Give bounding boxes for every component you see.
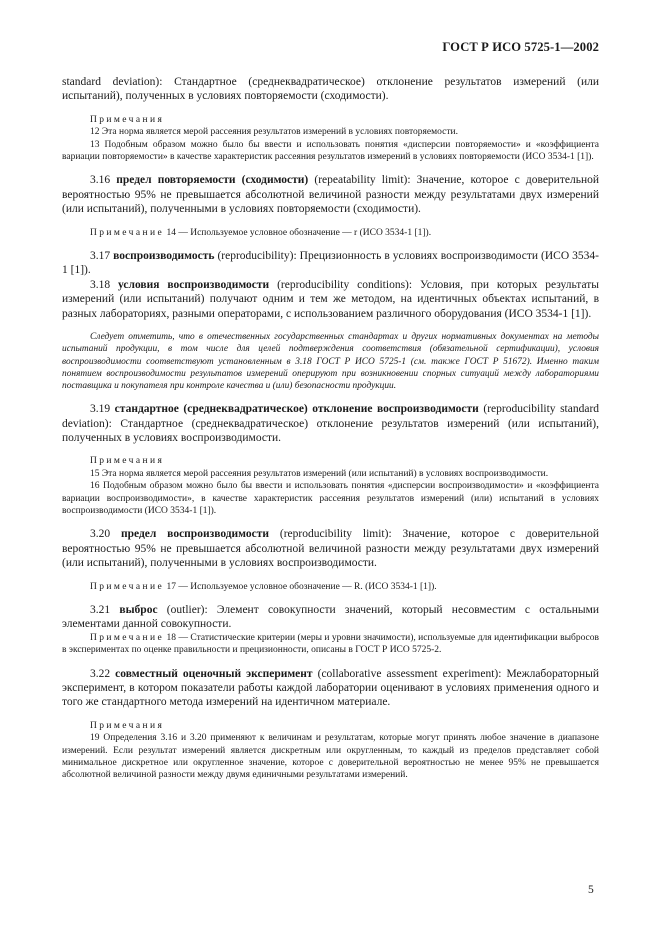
notes-block-2 xyxy=(62,455,599,517)
document-header: ГОСТ Р ИСО 5725-1—2002 xyxy=(442,40,599,54)
term: совместный оценочный эксперимент xyxy=(115,667,313,680)
definition: (reproducibility conditions): Условия, при которых результаты измерений (или испытаний) получают одним и тем же методом, на идентичных объектах испытаний, в разных лабораториях, разными операторами, с использованием различного оборудования (ИСО 3534-1 [1]). xyxy=(62,278,600,320)
term: предел повторяемости (сходимости) xyxy=(116,174,309,187)
note-label: Примечание xyxy=(90,227,165,238)
section-3-17 xyxy=(62,249,599,278)
section-number: 3.17 xyxy=(90,250,111,263)
section-number: 3.18 xyxy=(90,278,111,291)
section-number: 3.16 xyxy=(90,174,111,187)
note-17 xyxy=(62,581,599,593)
definition: (reproducibility): Прецизионность в условиях воспроизводимости (ИСО 3534-1 [1]). xyxy=(62,250,600,277)
section-3-21 xyxy=(62,603,599,632)
note-19: 19 Определения 3.16 и 3.20 применяют к величинам и результатам, которые могут принять любое значение в диапазоне измерений. Если результат измерений является дискретным или округленным, то каждый из пределов представляет собой минимальное дискретное или округленное значение, которое с доверительной вероятностью не менее 95% не превышается абсолютной величиной разности между двумя единичными результатами измерений. xyxy=(62,733,599,781)
notes-block-3 xyxy=(62,720,599,782)
section-number: 3.20 xyxy=(90,528,111,541)
term: предел воспроизводимости xyxy=(120,528,269,541)
notes-title: Примечания xyxy=(90,456,165,467)
notes-block-1 xyxy=(62,114,599,164)
term: стандартное (среднеквадратическое) отклонение воспроизводимости xyxy=(114,403,479,416)
notes-title: Примечания xyxy=(90,720,165,731)
term: воспроизводимость xyxy=(113,250,215,263)
definition: (reproducibility limit): Значение, которое с доверительной вероятностью 95% не превышается абсолютной величиной разности между результатами двух измерений (или испытаний), полученными в условиях воспроизводимости. xyxy=(62,528,599,570)
definition: (outlier): Элемент совокупности значений, который несовместим с остальными элементами данной совокупности. xyxy=(62,603,600,631)
note-13: 13 Подобным образом можно было бы ввести и использовать понятия «дисперсии повторяемости» и «коэффициента вариации повторяемости» в качестве характеристик рассеяния результатов измерений в условиях повторяемости (ИСО 3534-1 [1]). xyxy=(62,139,599,163)
note-text: 14 — Используемое условное обозначение — r (ИСО 3534-1 [1]). xyxy=(166,227,432,238)
note-label: Примечание xyxy=(90,632,165,643)
note-12: 12 Эта норма является мерой рассеяния результатов измерений в условиях повторяемости. xyxy=(90,127,458,138)
section-3-19 xyxy=(62,402,599,445)
note-16: 16 Подобным образом можно было бы ввести и использовать понятия «дисперсии воспроизводимости» и «коэффициента вариации воспроизводимости», в качестве характеристик рассеяния результатов измерений (или) испытаний в условиях воспроизводимости (ИСО 3534-1 [1]). xyxy=(62,481,599,516)
notes-title: Примечания xyxy=(90,114,165,125)
definition: (reproducibility standard deviation): Стандартное (среднеквадратическое) отклонение результатов измерений (или испытаний), полученных в условиях воспроизводимости. xyxy=(62,403,600,444)
section-number: 3.21 xyxy=(90,603,111,616)
note-18 xyxy=(62,632,599,657)
section-3-16 xyxy=(62,173,599,216)
italic-note: Следует отметить, что в отечественных государственных стандартах и других нормативных документах на методы испытаний продукции, в том числе для целей подтверждения соответствия (обязательной сертификации), условия воспроизводимости соответствуют установленным в 3.18 ГОСТ Р ИСО 5725-1 (см. также ГОСТ Р 51672). Именно таким понятием воспроизводимости результатов измерений оперируют при возникновении спорных ситуаций между лабораториями поставщика и покупателя при контроле качества и (или) безопасности продукции. xyxy=(62,332,599,391)
note-text: 17 — Используемое условное обозначение — R. (ИСО 3534-1 [1]). xyxy=(166,581,437,592)
section-3-20 xyxy=(62,527,599,570)
note-label: Примечание xyxy=(90,581,165,592)
section-3-18 xyxy=(62,278,599,321)
section-3-22 xyxy=(62,667,599,710)
definition: (collaborative assessment experiment): Межлабораторный эксперимент, в котором показатели работы каждой лаборатории оценивают в условиях применения одного и того же стандартного метода измерений на идентичном материале. xyxy=(62,667,599,709)
section-number: 3.22 xyxy=(90,667,111,680)
note-text: 18 — Статистические критерии (меры и уровни значимости), используемые для идентификации выбросов в экспериментах по оценке правильности и прецизионности, описаны в ГОСТ Р ИСО 5725-2. xyxy=(62,632,600,656)
page-number: 5 xyxy=(588,884,594,896)
term: условия воспроизводимости xyxy=(118,278,270,291)
definition: (repeatability limit): Значение, которое с доверительной вероятностью 95% не превышается абсолютной величиной разности между результатами двух измерений (или испытаний), полученными в условиях повторяемости (сходимости). xyxy=(62,174,599,216)
note-14 xyxy=(62,227,599,239)
note-15: 15 Эта норма является мерой рассеяния результатов измерений (или испытаний) в условиях воспроизводимости. xyxy=(90,468,549,479)
intro-paragraph: standard deviation): Стандартное (среднеквадратическое) отклонение результатов измерений (или испытаний), полученных в условиях повторяемости (сходимости). xyxy=(62,76,599,103)
document-page xyxy=(62,40,599,782)
term: выброс xyxy=(119,603,158,616)
section-number: 3.19 xyxy=(90,403,111,416)
